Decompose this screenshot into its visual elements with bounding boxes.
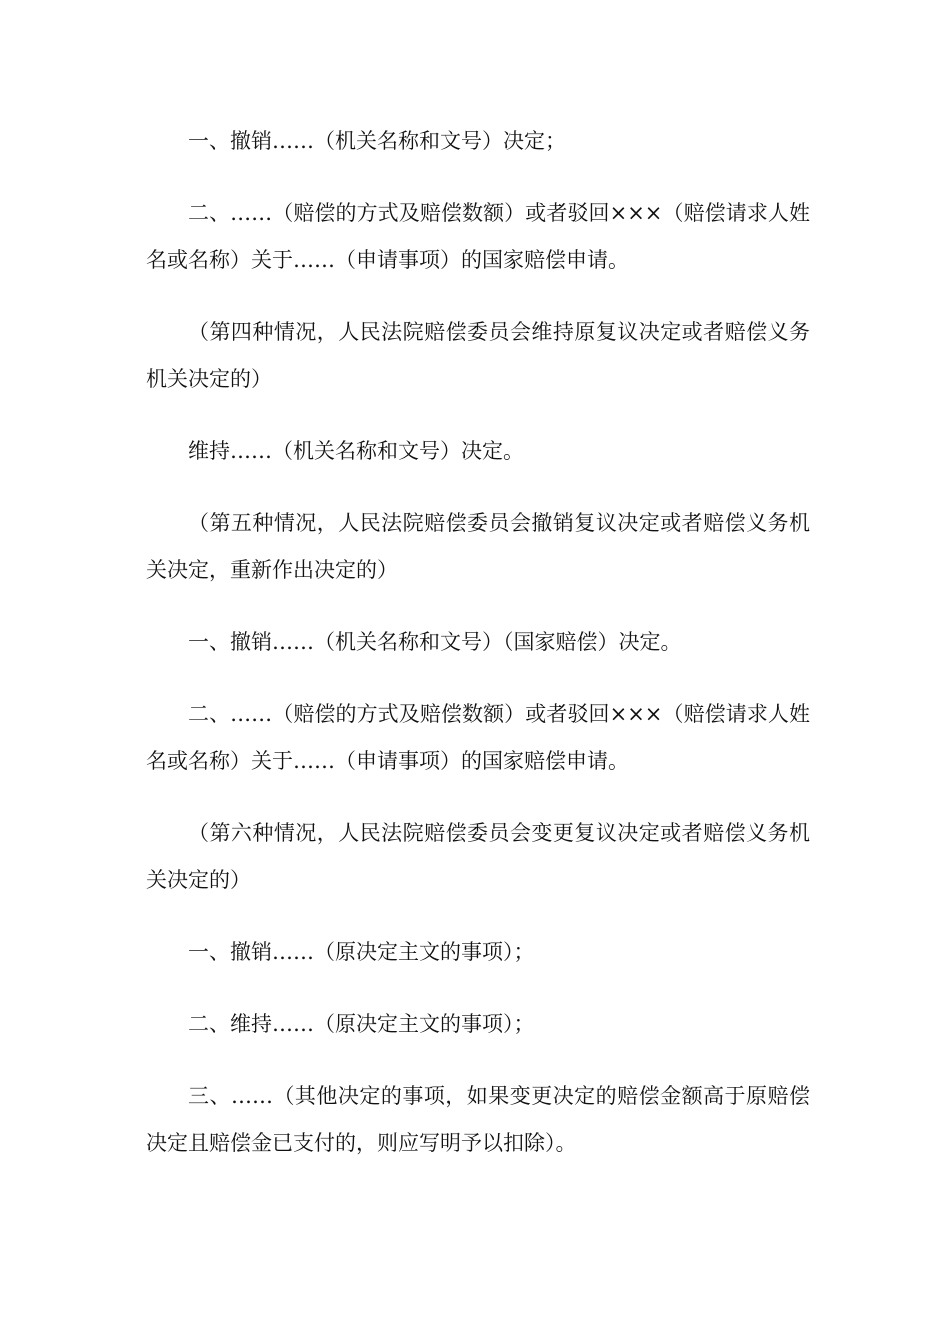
paragraph-case-five-note: （第五种情况，人民法院赔偿委员会撤销复议决定或者赔偿义务机关决定，重新作出决定的） bbox=[146, 511, 810, 582]
paragraph-maintain-original: 二、维持……（原决定主文的事项）； bbox=[188, 1012, 535, 1036]
document-body bbox=[146, 118, 810, 1192]
paragraph-compensation-or-reject-2: 二、……（赔偿的方式及赔偿数额）或者驳回×××（赔偿请求人姓名或名称）关于……（申请事项）的国家赔偿申请。 bbox=[146, 702, 810, 773]
paragraph-case-six-note: （第六种情况，人民法院赔偿委员会变更复议决定或者赔偿义务机关决定的） bbox=[146, 821, 810, 892]
paragraph-other-matters: 三、……（其他决定的事项，如果变更决定的赔偿金额高于原赔偿决定且赔偿金已支付的，则应写明予以扣除）。 bbox=[146, 1084, 810, 1155]
paragraph-compensation-or-reject: 二、……（赔偿的方式及赔偿数额）或者驳回×××（赔偿请求人姓名或名称）关于……（申请事项）的国家赔偿申请。 bbox=[146, 201, 810, 272]
paragraph-revoke-decision: 一、撤销……（机关名称和文号）决定； bbox=[188, 129, 566, 153]
paragraph-maintain-decision: 维持……（机关名称和文号）决定。 bbox=[188, 439, 524, 463]
paragraph-revoke-original: 一、撤销……（原决定主文的事项）； bbox=[188, 940, 535, 964]
paragraph-revoke-state-compensation: 一、撤销……（机关名称和文号）（国家赔偿）决定。 bbox=[188, 630, 682, 654]
paragraph-case-four-note: （第四种情况，人民法院赔偿委员会维持原复议决定或者赔偿义务机关决定的） bbox=[146, 320, 810, 391]
